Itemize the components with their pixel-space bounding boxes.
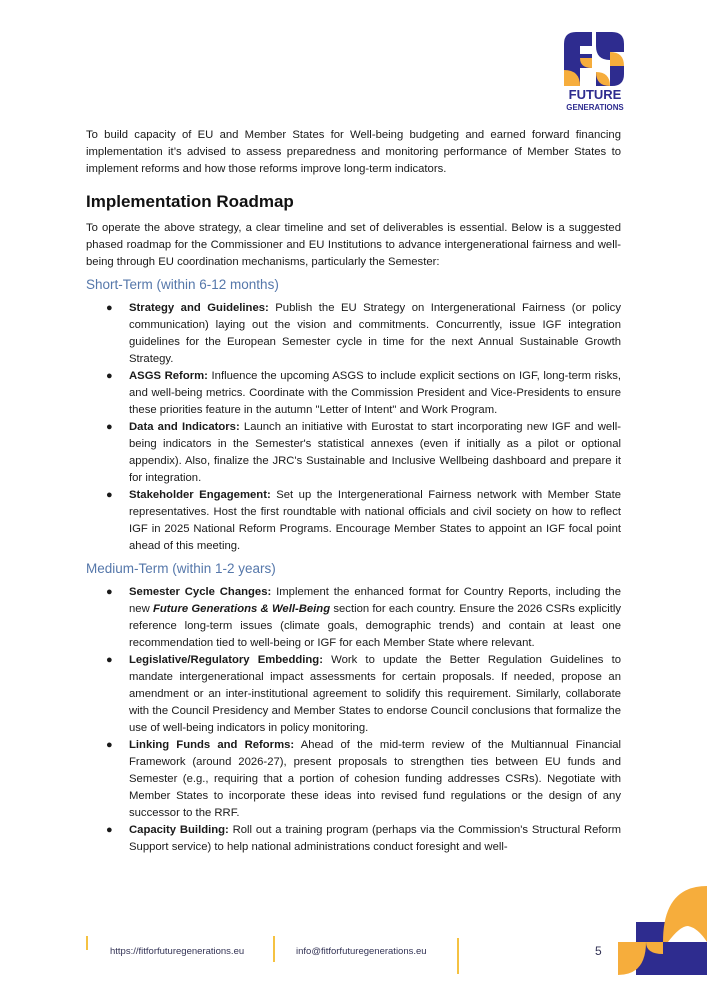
item-label: Semester Cycle Changes: [129, 586, 272, 598]
item-label: Strategy and Guidelines: [129, 302, 269, 314]
logo-text-future: FUTURE [568, 87, 622, 102]
list-item [106, 822, 621, 856]
list-item [106, 368, 621, 419]
item-text: Launch an initiative with Eurostat to start incorporating new IGF and well-being indicators in the Semester's statistical annexes (even if initially as a pilot or optional appendix). Also, finalize the JRC's Sustainable and Inclusive Wellbeing dashboard and prepare it for integration. [129, 421, 621, 484]
item-text: section for each country. Ensure the 2026 CSRs explicitly reference long-term issues (climate goals, demographic trends) and contain at least one recommendation tied to well-being or IGF for each Member State where relevant. [129, 603, 622, 649]
future-generations-logo [562, 30, 628, 116]
page-content [86, 127, 621, 856]
item-emphasis: Future Generations & Well-Being [152, 603, 331, 615]
bullet-icon: ● [106, 302, 113, 314]
item-label: ASGS Reform: [129, 370, 208, 382]
item-label: Linking Funds and Reforms: [129, 739, 295, 751]
bullet-icon: ● [106, 370, 113, 382]
item-label: Legislative/Regulatory Embedding: [129, 654, 323, 666]
medium-term-list [86, 584, 621, 856]
item-text: Roll out a training program (perhaps via the Commission's Structural Reform Support service) to help national administrations conduct foresight and well- [129, 824, 621, 853]
item-text: Influence the upcoming ASGS to include explicit sections on IGF, long-term risks, and well-being metrics. Coordinate with the Commission President and Vice-Presidents to ensure these priorities feature in the autumn "Letter of Intent" and Work Program. [129, 370, 621, 416]
footer-divider [273, 936, 275, 962]
footer-divider [457, 938, 459, 974]
logo-text-generations: GENERATIONS [566, 102, 624, 112]
email-link[interactable]: info@fitforfuturegenerations.eu [296, 946, 427, 957]
section-intro: To operate the above strategy, a clear timeline and set of deliverables is essential. Below is a suggested phased roadmap for the Commissioner and EU Institutions to advance intergenerational fairness and well-being through EU coordination mechanisms, particularly the Semester: [86, 222, 621, 268]
item-label: Stakeholder Engagement: [129, 489, 271, 501]
fg-logo-mark-icon [562, 30, 628, 86]
item-text: Ahead of the mid-term review of the Multiannual Financial Framework (around 2026-27), present proposals to strengthen ties between EU funds and Semester (e.g., requiring that a portion of cohesion funding addresses CSRs). Negotiate with Member States to incorporate these ideas into revised fund regulations or the design of any successor to the RRF. [129, 739, 621, 819]
item-label: Data and Indicators: [129, 421, 240, 433]
item-label: Capacity Building: [129, 824, 229, 836]
page-number: 5 [595, 944, 602, 958]
list-item [106, 419, 621, 487]
item-text: Publish the EU Strategy on Intergenerational Fairness (or policy communication) laying out the vision and commitments. Concurrently, issue IGF integration guidelines for the European Semester cycle in time for the next Annual Sustainable Growth Strategy. [129, 302, 621, 365]
footer-divider [86, 936, 88, 950]
item-text: Set up the Intergenerational Fairness network with Member State representatives. Host the first roundtable with national officials and civil society on how to reflect IGF in 2025 National Reform Programs. Encourage Member States to appoint an IGF focal point ahead of this meeting. [129, 489, 621, 552]
list-item [106, 300, 621, 368]
item-text: Work to update the Better Regulation Guidelines to mandate intergenerational impact assessments for certain proposals. If needed, propose an amendment or an inter-institutional agreement to solidify this requirement. Similarly, collaborate with the Council Presidency and Member States to endorse Council conclusions that formalize the use of well-being indicators in policy monitoring. [129, 654, 621, 734]
list-item [106, 652, 621, 737]
bullet-icon: ● [106, 739, 113, 751]
list-item [106, 584, 622, 652]
bullet-icon: ● [106, 586, 113, 598]
short-term-list [86, 300, 621, 555]
bullet-icon: ● [106, 654, 113, 666]
bullet-icon: ● [106, 824, 113, 836]
list-item [106, 737, 621, 822]
list-item [106, 487, 621, 555]
medium-term-heading: Medium-Term (within 1-2 years) [86, 561, 276, 576]
intro-paragraph: To build capacity of EU and Member States for Well-being budgeting and earned forward financing implementation it’s advised to assess preparedness and monitoring performance of Member States to implement reforms and how those reforms improve long-term indicators. [86, 129, 621, 175]
bullet-icon: ● [106, 421, 113, 433]
website-link[interactable]: https://fitforfuturegenerations.eu [110, 946, 245, 957]
corner-decoration-icon [618, 886, 707, 975]
bullet-icon: ● [106, 489, 113, 501]
short-term-heading: Short-Term (within 6-12 months) [86, 277, 279, 292]
item-text: Implement the enhanced format for Country Reports, including the new [129, 586, 621, 615]
section-title: Implementation Roadmap [86, 192, 294, 211]
